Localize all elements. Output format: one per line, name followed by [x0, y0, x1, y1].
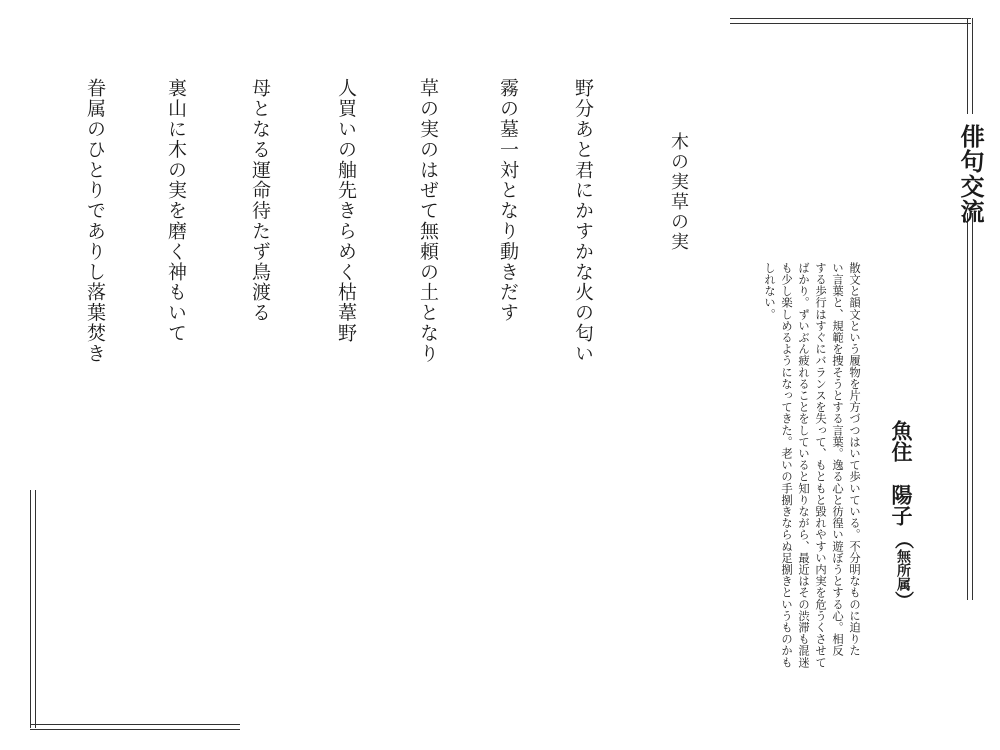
haiku-line: 野分あと君にかすかな火の匂い	[572, 78, 594, 364]
prose-line: する歩行はすぐにバランスを失って、もともと毀れやすい内実を危うくさせて	[814, 262, 827, 668]
poem-title: 木の実草の実	[668, 132, 689, 252]
frame-right-border-lower	[967, 213, 973, 600]
prose-line: い言葉と、規範を捜そうとする言葉。逸る心と彷徨い遊ぼうとする心。相反	[831, 262, 844, 657]
haiku-line: 草の実のはぜて無頼の土となり	[417, 78, 439, 364]
frame-left-border	[30, 490, 36, 728]
prose-line: も少し楽しめるようになってきた。老いの手捌きならぬ足捌きというものかも	[780, 262, 793, 668]
frame-bottom-border	[30, 724, 240, 730]
prose-paragraph	[738, 262, 863, 692]
frame-right-border-upper	[967, 18, 973, 114]
section-title: 俳句交流	[956, 124, 984, 224]
prose-line: しれない。	[763, 262, 776, 320]
prose-line: 散文と韻文という履物を片方づつはいて歩いている。不分明なものに迫りた	[848, 262, 861, 657]
author-given-name: 陽子	[889, 484, 914, 526]
haiku-line: 霧の墓一対となり動きだす	[497, 78, 519, 323]
author-affiliation: （無所属）	[892, 530, 914, 610]
haiku-line: 母となる運命待たず鳥渡る	[249, 78, 271, 323]
haiku-line: 眷属のひとりでありし落葉焚き	[84, 78, 106, 364]
author-family-name: 魚住	[889, 420, 914, 462]
frame-top-border	[730, 18, 971, 24]
haiku-line: 人買いの舳先きらめく枯葦野	[335, 78, 357, 344]
affiliation-text: 無所属	[895, 549, 911, 591]
haiku-line: 裏山に木の実を磨く神もいて	[165, 78, 187, 344]
author-name	[886, 420, 916, 526]
prose-line: ばかり。ずいぶん疲れることをしていると知りながら、最近はその渋滞も混迷	[797, 262, 810, 668]
